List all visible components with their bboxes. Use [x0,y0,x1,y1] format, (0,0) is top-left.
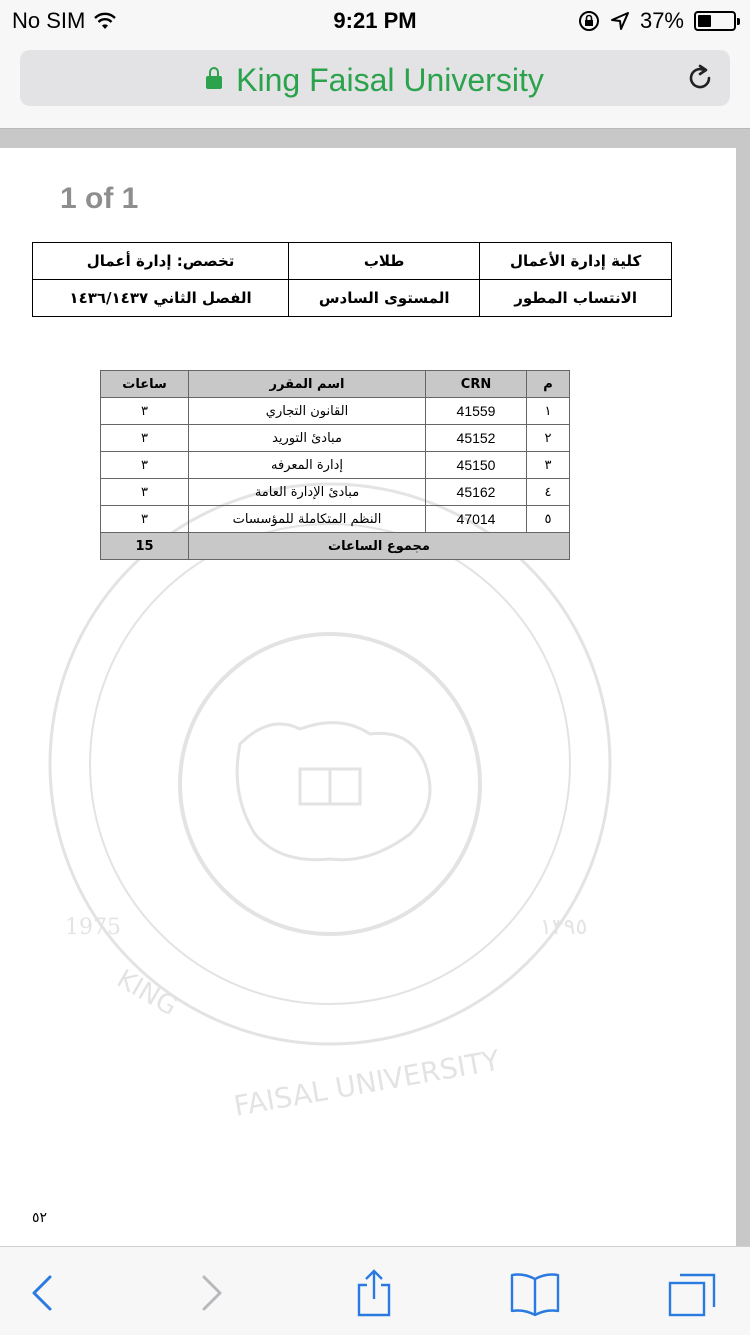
battery-icon [694,11,736,31]
total-row [101,533,570,560]
course-name-cell: القانون التجاري [189,398,426,425]
total-label: مجموع الساعات [189,533,570,560]
carrier-label: No SIM [12,8,86,33]
table-row [101,479,570,506]
lock-icon [206,76,222,89]
share-icon[interactable] [349,1269,399,1317]
hours-cell: ٣ [101,506,189,533]
hours-cell: ٣ [101,398,189,425]
university-seal-watermark [40,514,620,1123]
back-icon[interactable] [18,1269,68,1317]
bookmarks-icon[interactable] [510,1269,560,1317]
site-name: King Faisal University [236,62,544,98]
browser-chrome [0,40,750,129]
watermark-arc-text-bottom: FAISAL UNIVERSITY [231,1043,503,1123]
table-cell: تخصص: إدارة أعمال [33,243,289,280]
rotation-lock-icon [578,10,600,32]
status-bar [0,0,750,40]
table-row [101,452,570,479]
page-indicator: 1 of 1 [60,182,139,215]
watermark-year-left: 1975 [65,915,121,940]
crn-cell: 45150 [426,452,527,479]
course-name-cell: النظم المتكاملة للمؤسسات [189,506,426,533]
crn-cell: 45152 [426,425,527,452]
watermark-arc-text-left: KING [111,964,183,1023]
table-cell: الفصل الثاني ١٤٣٦/١٤٣٧ [33,280,289,317]
column-header: م [527,371,570,398]
row-number: ٣ [527,452,570,479]
crn-cell: 47014 [426,506,527,533]
table-row [101,506,570,533]
battery-percent: 37% [639,8,684,33]
crn-cell: 45162 [426,479,527,506]
student-info-table [32,242,672,317]
page-number: ٥٢ [32,1210,48,1226]
location-icon [610,11,630,31]
reload-icon[interactable] [684,62,716,94]
forward-icon[interactable] [186,1269,236,1317]
course-name-cell: مبادئ الإدارة العامة [189,479,426,506]
hours-cell: ٣ [101,452,189,479]
tabs-icon[interactable] [666,1269,716,1317]
hours-cell: ٣ [101,425,189,452]
table-cell: طلاب [289,243,480,280]
table-row [101,425,570,452]
course-name-cell: مبادئ التوريد [189,425,426,452]
row-number: ١ [527,398,570,425]
course-name-cell: إدارة المعرفه [189,452,426,479]
table-row [101,398,570,425]
table-row [33,280,672,317]
column-header: اسم المقرر [189,371,426,398]
bottom-toolbar [0,1246,750,1335]
column-header: ساعات [101,371,189,398]
total-value: 15 [101,533,189,560]
hours-cell: ٣ [101,479,189,506]
table-cell: كلية إدارة الأعمال [480,243,672,280]
crn-cell: 41559 [426,398,527,425]
table-header-row [101,371,570,398]
row-number: ٤ [527,479,570,506]
watermark-year-right: ١٣٩٥ [540,915,588,940]
address-bar[interactable] [20,50,730,106]
table-cell: الانتساب المطور [480,280,672,317]
course-table [100,370,570,560]
document-page [0,148,736,1246]
row-number: ٥ [527,506,570,533]
table-cell: المستوى السادس [289,280,480,317]
row-number: ٢ [527,425,570,452]
clock: 9:21 PM [333,8,417,33]
table-row [33,243,672,280]
column-header: CRN [426,371,527,398]
